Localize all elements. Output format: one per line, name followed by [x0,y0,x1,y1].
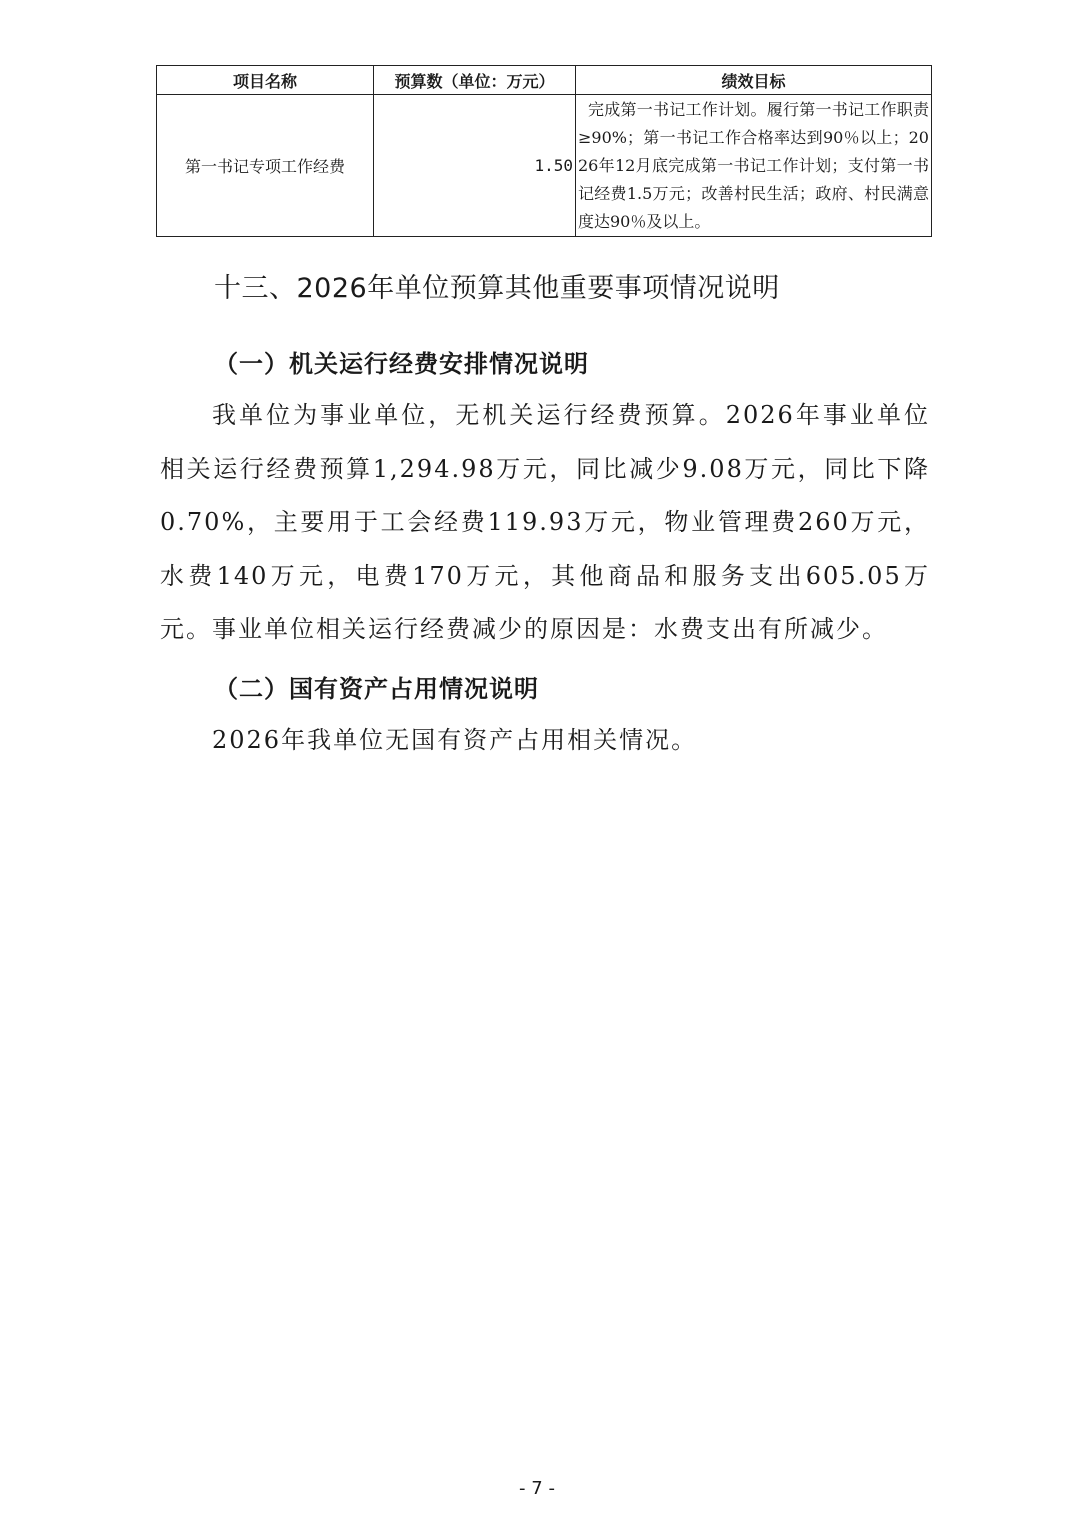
table-row [157,95,932,237]
section-title: 十三、2026年单位预算其他重要事项情况说明 [214,273,780,304]
operating-funds-paragraph: 我单位为事业单位，无机关运行经费预算。2026年事业单位相关运行经费预算1,294.98万元，同比减少9.08万元，同比下降0.70%，主要用于工会经费119.93万元，物业管理费260万元，水费140万元，电费170万元，其他商品和服务支出605.05万元。事业单位相关运行经费减少的原因是：水费支出有所减少。 [160,401,930,643]
header-project-name: 项目名称 [157,66,374,95]
state-assets-paragraph: 2026年我单位无国有资产占用相关情况。 [212,726,698,754]
header-performance-goal: 绩效目标 [576,66,932,95]
performance-goal-cell: 完成第一书记工作计划。履行第一书记工作职责≥90%；第一书记工作合格率达到90％以上；2026年12月底完成第一书记工作计划；支付第一书记经费1.5万元；改善村民生活；政府、村民满意度达90％及以上。 [576,95,932,237]
budget-cell: 1.50 [374,95,576,237]
subsection-heading-operating-funds: （一）机关运行经费安排情况说明 [214,350,589,378]
page-number: - 7 - [519,1478,555,1499]
performance-table [156,65,932,237]
header-budget: 预算数（单位：万元） [374,66,576,95]
subsection-heading-state-assets: （二）国有资产占用情况说明 [214,675,539,703]
table-header-row [157,66,932,95]
project-name-cell: 第一书记专项工作经费 [157,95,374,237]
